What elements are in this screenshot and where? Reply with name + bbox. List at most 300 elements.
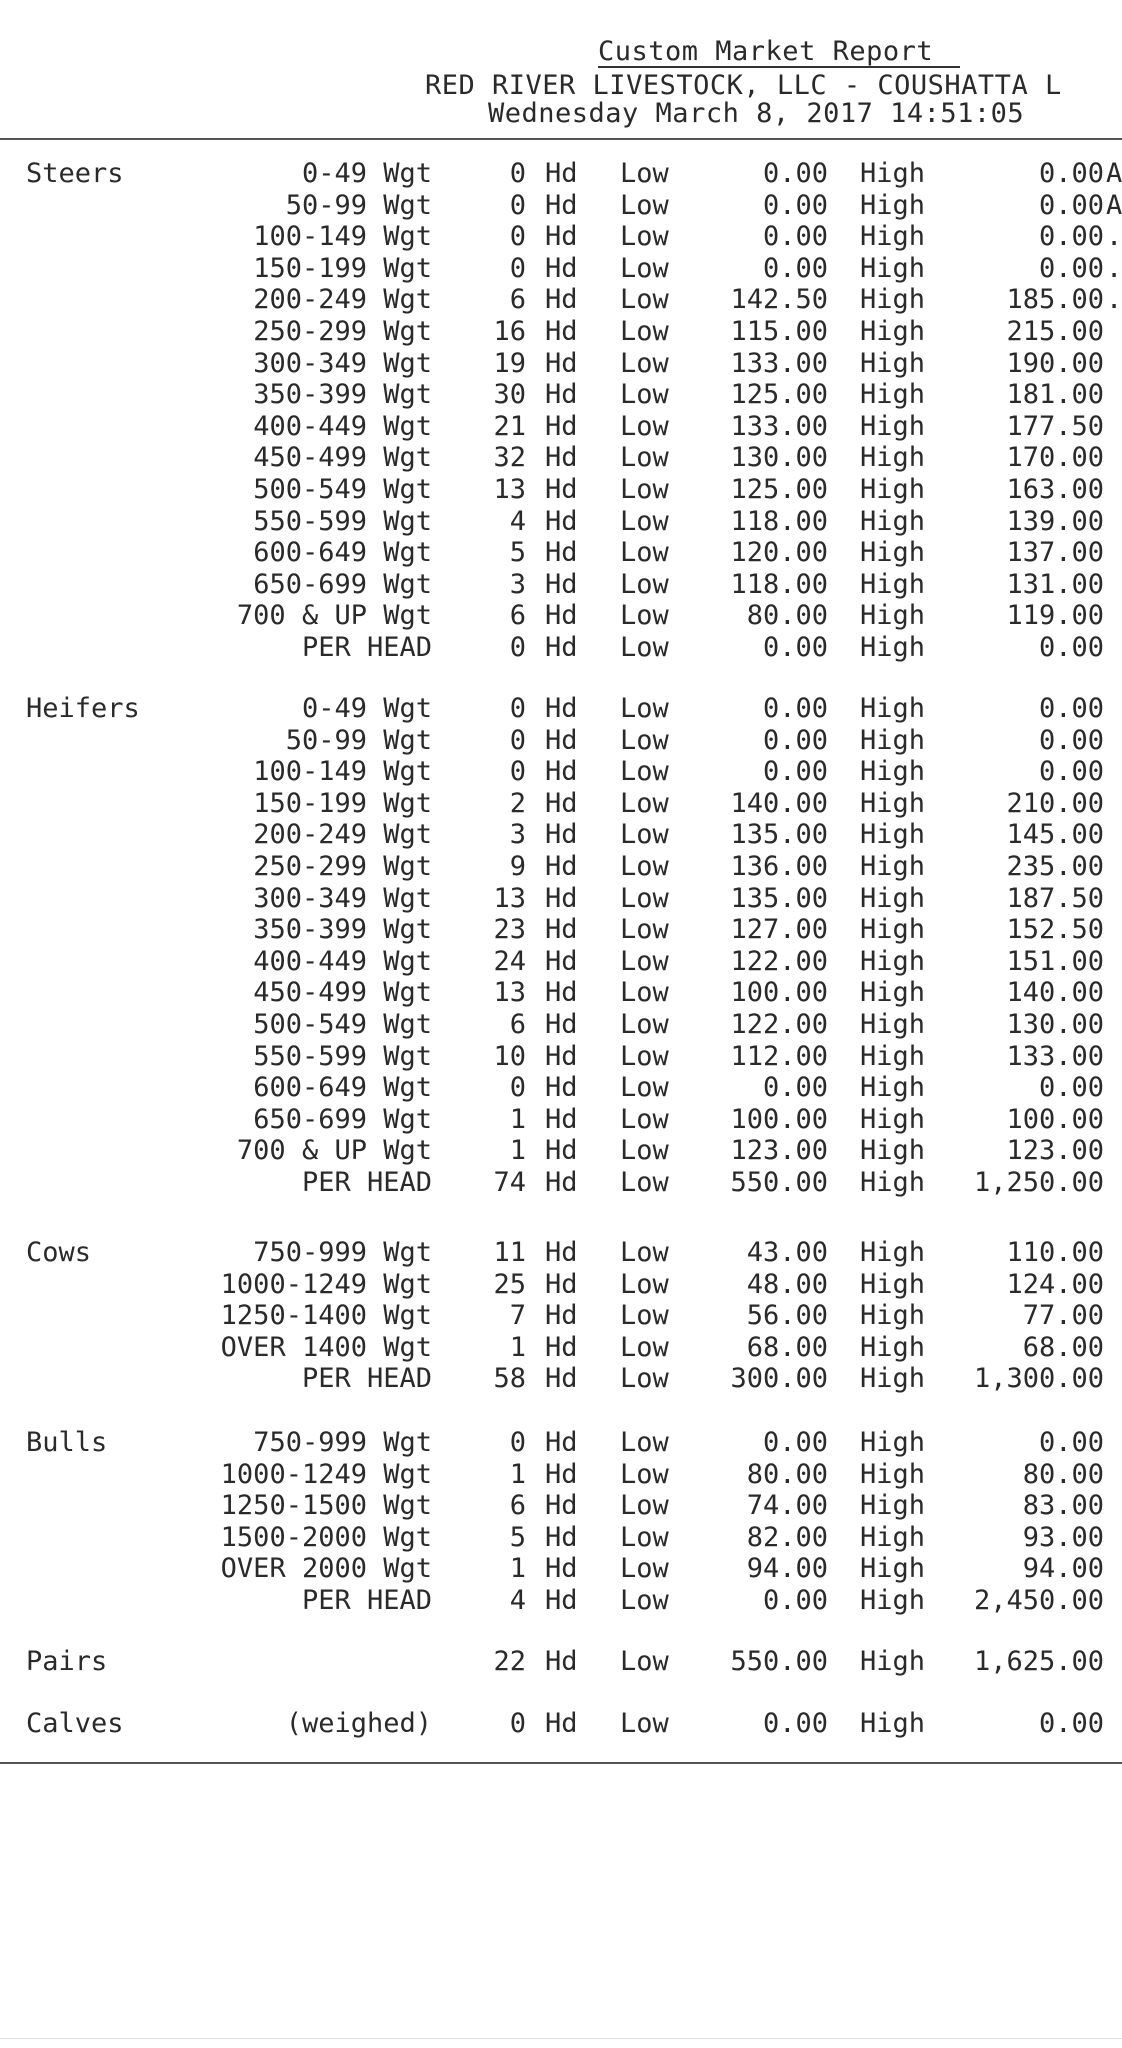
hd-label: Hd (545, 1167, 578, 1198)
low-price: 136.00 (730, 851, 828, 882)
head-count: 4 (509, 1585, 526, 1616)
high-price: 177.50 (1006, 410, 1104, 442)
weight-class: (weighed) (285, 1708, 432, 1739)
section-label-cows: Cows (26, 1237, 92, 1268)
report-row (0, 1585, 1122, 1617)
low-label: Low (620, 379, 669, 411)
report-row (0, 1553, 1122, 1585)
head-count: 0 (509, 693, 526, 724)
head-count: 5 (509, 537, 526, 569)
low-label: Low (620, 1167, 669, 1198)
report-row (0, 977, 1122, 1009)
report-row (0, 1300, 1122, 1332)
hd-label: Hd (545, 221, 578, 253)
report-row (0, 693, 1122, 725)
weight-class: 200-249 Wgt (253, 284, 432, 316)
weight-class: 1000-1249 Wgt (220, 1268, 432, 1300)
report-row (0, 1427, 1122, 1459)
weight-class: 100-149 Wgt (253, 221, 432, 253)
high-price: 130.00 (1006, 1009, 1104, 1040)
report-row (0, 851, 1122, 883)
high-label: High (860, 442, 926, 474)
weight-class: 250-299 Wgt (253, 316, 432, 347)
weight-class: 450-499 Wgt (253, 977, 432, 1009)
low-label: Low (620, 410, 669, 442)
high-label: High (860, 1646, 926, 1677)
head-count: 13 (493, 977, 526, 1009)
hd-label: Hd (545, 693, 578, 724)
head-count: 9 (509, 851, 526, 882)
low-price: 112.00 (730, 1040, 828, 1072)
low-label: Low (620, 977, 669, 1009)
high-price: 68.00 (1022, 1331, 1104, 1363)
head-count: 0 (509, 632, 526, 663)
high-price: 131.00 (1006, 568, 1104, 600)
weight-class: 350-399 Wgt (253, 914, 432, 946)
weight-class: 50-99 Wgt (285, 189, 432, 221)
report-datetime: Wednesday March 8, 2017 14:51:05 (488, 98, 1025, 129)
report-row (0, 221, 1122, 253)
report-row (0, 788, 1122, 820)
hd-label: Hd (545, 474, 578, 505)
high-price: 119.00 (1006, 600, 1104, 632)
high-label: High (860, 568, 926, 600)
head-count: 5 (509, 1521, 526, 1553)
high-label: High (860, 600, 926, 632)
high-price: 93.00 (1022, 1521, 1104, 1553)
low-label: Low (620, 1268, 669, 1300)
weight-class: 0-49 Wgt (301, 693, 432, 724)
high-price: 170.00 (1006, 442, 1104, 474)
hd-label: Hd (545, 1458, 578, 1490)
hd-label: Hd (545, 1331, 578, 1363)
hd-label: Hd (545, 1103, 578, 1135)
head-count: 1 (509, 1458, 526, 1490)
hd-label: Hd (545, 1237, 578, 1268)
low-price: 100.00 (730, 977, 828, 1009)
report-row (0, 253, 1122, 285)
low-price: 80.00 (746, 1458, 828, 1490)
low-price: 135.00 (730, 882, 828, 914)
report-row (0, 1135, 1122, 1167)
low-price: 0.00 (762, 756, 828, 788)
high-price: 210.00 (1006, 787, 1104, 819)
hd-label: Hd (545, 851, 578, 882)
low-price: 118.00 (730, 505, 828, 537)
low-label: Low (620, 505, 669, 537)
low-label: Low (620, 851, 669, 882)
weight-class: 1000-1249 Wgt (220, 1458, 432, 1490)
hd-label: Hd (545, 1040, 578, 1072)
low-label: Low (620, 1553, 669, 1585)
high-label: High (860, 1708, 926, 1739)
head-count: 30 (493, 379, 526, 411)
head-count: 6 (509, 600, 526, 632)
report-row (0, 1041, 1122, 1073)
low-label: Low (620, 252, 669, 284)
low-price: 80.00 (746, 600, 828, 632)
hd-label: Hd (545, 1009, 578, 1040)
hd-label: Hd (545, 1135, 578, 1167)
report-row (0, 158, 1122, 190)
low-label: Low (620, 221, 669, 253)
high-label: High (860, 1135, 926, 1167)
report-row (0, 379, 1122, 411)
high-label: High (860, 1167, 926, 1198)
high-label: High (860, 632, 926, 663)
hd-label: Hd (545, 1268, 578, 1300)
truncated-column-char: A (1106, 189, 1122, 221)
low-price: 0.00 (762, 1427, 828, 1458)
low-price: 122.00 (730, 1009, 828, 1040)
low-price: 550.00 (730, 1167, 828, 1198)
low-label: Low (620, 1300, 669, 1332)
high-label: High (860, 221, 926, 253)
weight-class: PER HEAD (301, 1585, 432, 1616)
hd-label: Hd (545, 158, 578, 189)
low-price: 82.00 (746, 1521, 828, 1553)
high-price: 1,300.00 (973, 1363, 1104, 1395)
high-label: High (860, 1009, 926, 1040)
head-count: 10 (493, 1040, 526, 1072)
high-label: High (860, 756, 926, 788)
high-label: High (860, 693, 926, 724)
hd-label: Hd (545, 442, 578, 474)
high-price: 190.00 (1006, 347, 1104, 379)
low-label: Low (620, 945, 669, 977)
high-label: High (860, 1103, 926, 1135)
low-label: Low (620, 158, 669, 189)
high-label: High (860, 1237, 926, 1268)
hd-label: Hd (545, 724, 578, 756)
weight-class: 300-349 Wgt (253, 882, 432, 914)
hd-label: Hd (545, 1363, 578, 1395)
hd-label: Hd (545, 1646, 578, 1677)
high-label: High (860, 819, 926, 851)
section-label-pairs: Pairs (26, 1646, 108, 1677)
low-label: Low (620, 1521, 669, 1553)
low-price: 0.00 (762, 252, 828, 284)
low-price: 120.00 (730, 537, 828, 569)
low-label: Low (620, 442, 669, 474)
hd-label: Hd (545, 819, 578, 851)
high-price: 0.00 (1038, 189, 1104, 221)
weight-class: 600-649 Wgt (253, 1072, 432, 1104)
head-count: 24 (493, 945, 526, 977)
high-price: 0.00 (1038, 632, 1104, 663)
head-count: 1 (509, 1135, 526, 1167)
high-price: 0.00 (1038, 1427, 1104, 1458)
report-row (0, 1009, 1122, 1041)
high-price: 0.00 (1038, 693, 1104, 724)
high-label: High (860, 1585, 926, 1616)
head-count: 1 (509, 1553, 526, 1585)
report-row (0, 442, 1122, 474)
low-label: Low (620, 1427, 669, 1458)
low-price: 43.00 (746, 1237, 828, 1268)
hd-label: Hd (545, 977, 578, 1009)
hd-label: Hd (545, 756, 578, 788)
low-price: 0.00 (762, 724, 828, 756)
head-count: 6 (509, 284, 526, 316)
high-price: 235.00 (1006, 851, 1104, 882)
low-price: 122.00 (730, 945, 828, 977)
weight-class: 750-999 Wgt (253, 1427, 432, 1458)
high-label: High (860, 1427, 926, 1458)
high-label: High (860, 379, 926, 411)
hd-label: Hd (545, 189, 578, 221)
weight-class: 250-299 Wgt (253, 851, 432, 882)
report-row (0, 819, 1122, 851)
head-count: 0 (509, 756, 526, 788)
high-price: 0.00 (1038, 756, 1104, 788)
high-label: High (860, 1553, 926, 1585)
low-price: 0.00 (762, 1708, 828, 1739)
hd-label: Hd (545, 600, 578, 632)
head-count: 0 (509, 189, 526, 221)
hd-label: Hd (545, 537, 578, 569)
low-price: 118.00 (730, 568, 828, 600)
high-label: High (860, 914, 926, 946)
weight-class: 500-549 Wgt (253, 1009, 432, 1040)
truncated-column-char: A (1106, 158, 1122, 189)
weight-class: 300-349 Wgt (253, 347, 432, 379)
low-label: Low (620, 1585, 669, 1616)
low-price: 115.00 (730, 316, 828, 347)
weight-class: 1500-2000 Wgt (220, 1521, 432, 1553)
truncated-column-char: . (1106, 252, 1122, 284)
hd-label: Hd (545, 410, 578, 442)
page-edge-line (0, 2038, 1122, 2039)
weight-class: PER HEAD (301, 1363, 432, 1395)
low-label: Low (620, 537, 669, 569)
high-label: High (860, 474, 926, 505)
report-row (0, 946, 1122, 978)
low-label: Low (620, 756, 669, 788)
low-price: 123.00 (730, 1135, 828, 1167)
report-row (0, 474, 1122, 506)
report-row (0, 1646, 1122, 1678)
low-price: 127.00 (730, 914, 828, 946)
hd-label: Hd (545, 914, 578, 946)
hd-label: Hd (545, 379, 578, 411)
low-price: 133.00 (730, 347, 828, 379)
weight-class: 500-549 Wgt (253, 474, 432, 505)
low-label: Low (620, 1103, 669, 1135)
high-label: High (860, 410, 926, 442)
hd-label: Hd (545, 787, 578, 819)
high-label: High (860, 158, 926, 189)
report-row (0, 1708, 1122, 1740)
low-label: Low (620, 1040, 669, 1072)
head-count: 7 (509, 1300, 526, 1332)
low-label: Low (620, 1009, 669, 1040)
weight-class: 100-149 Wgt (253, 756, 432, 788)
low-label: Low (620, 1331, 669, 1363)
low-price: 300.00 (730, 1363, 828, 1395)
weight-class: 1250-1400 Wgt (220, 1300, 432, 1332)
low-price: 130.00 (730, 442, 828, 474)
high-price: 185.00 (1006, 284, 1104, 316)
head-count: 13 (493, 882, 526, 914)
low-price: 0.00 (762, 693, 828, 724)
hd-label: Hd (545, 882, 578, 914)
high-label: High (860, 284, 926, 316)
head-count: 3 (509, 819, 526, 851)
high-price: 0.00 (1038, 1072, 1104, 1104)
high-label: High (860, 1363, 926, 1395)
high-price: 151.00 (1006, 945, 1104, 977)
weight-class: 350-399 Wgt (253, 379, 432, 411)
hd-label: Hd (545, 505, 578, 537)
head-count: 74 (493, 1167, 526, 1198)
low-price: 0.00 (762, 1072, 828, 1104)
high-price: 2,450.00 (973, 1585, 1104, 1616)
head-count: 32 (493, 442, 526, 474)
report-row (0, 316, 1122, 348)
report-row (0, 1072, 1122, 1104)
head-count: 2 (509, 787, 526, 819)
high-label: High (860, 724, 926, 756)
low-label: Low (620, 284, 669, 316)
high-price: 100.00 (1006, 1103, 1104, 1135)
high-price: 94.00 (1022, 1553, 1104, 1585)
head-count: 3 (509, 568, 526, 600)
title-underline (598, 66, 960, 68)
high-price: 0.00 (1038, 252, 1104, 284)
report-row (0, 1167, 1122, 1199)
low-label: Low (620, 693, 669, 724)
low-label: Low (620, 787, 669, 819)
high-price: 140.00 (1006, 977, 1104, 1009)
report-title: Custom Market Report (598, 36, 934, 67)
report-row (0, 537, 1122, 569)
head-count: 0 (509, 221, 526, 253)
low-label: Low (620, 1490, 669, 1522)
weight-class: 0-49 Wgt (301, 158, 432, 189)
low-label: Low (620, 347, 669, 379)
high-label: High (860, 252, 926, 284)
report-row (0, 411, 1122, 443)
hd-label: Hd (545, 316, 578, 347)
head-count: 4 (509, 505, 526, 537)
weight-class: 550-599 Wgt (253, 1040, 432, 1072)
high-price: 1,250.00 (973, 1167, 1104, 1198)
high-label: High (860, 1331, 926, 1363)
report-row (0, 632, 1122, 664)
report-row (0, 1269, 1122, 1301)
low-label: Low (620, 474, 669, 505)
high-label: High (860, 945, 926, 977)
low-price: 94.00 (746, 1553, 828, 1585)
high-price: 0.00 (1038, 158, 1104, 189)
head-count: 16 (493, 316, 526, 347)
head-count: 0 (509, 1427, 526, 1458)
low-label: Low (620, 316, 669, 347)
low-label: Low (620, 632, 669, 663)
hd-label: Hd (545, 945, 578, 977)
weight-class: 400-449 Wgt (253, 945, 432, 977)
low-label: Low (620, 1458, 669, 1490)
weight-class: 650-699 Wgt (253, 568, 432, 600)
high-price: 163.00 (1006, 474, 1104, 505)
hd-label: Hd (545, 1585, 578, 1616)
low-price: 0.00 (762, 189, 828, 221)
low-label: Low (620, 1135, 669, 1167)
head-count: 1 (509, 1103, 526, 1135)
high-price: 181.00 (1006, 379, 1104, 411)
head-count: 22 (493, 1646, 526, 1677)
weight-class: 750-999 Wgt (253, 1237, 432, 1268)
hd-label: Hd (545, 1553, 578, 1585)
low-price: 68.00 (746, 1331, 828, 1363)
hd-label: Hd (545, 1708, 578, 1739)
high-price: 83.00 (1022, 1490, 1104, 1522)
head-count: 0 (509, 252, 526, 284)
hd-label: Hd (545, 1300, 578, 1332)
hd-label: Hd (545, 1490, 578, 1522)
low-label: Low (620, 189, 669, 221)
high-price: 152.50 (1006, 914, 1104, 946)
weight-class: 400-449 Wgt (253, 410, 432, 442)
high-price: 187.50 (1006, 882, 1104, 914)
low-label: Low (620, 1708, 669, 1739)
weight-class: 700 & UP Wgt (236, 1135, 432, 1167)
head-count: 21 (493, 410, 526, 442)
low-price: 125.00 (730, 474, 828, 505)
low-label: Low (620, 724, 669, 756)
high-label: High (860, 1072, 926, 1104)
high-label: High (860, 977, 926, 1009)
head-count: 58 (493, 1363, 526, 1395)
report-row (0, 569, 1122, 601)
high-label: High (860, 505, 926, 537)
hd-label: Hd (545, 347, 578, 379)
header-divider (0, 138, 1122, 140)
head-count: 13 (493, 474, 526, 505)
report-row (0, 914, 1122, 946)
high-label: High (860, 787, 926, 819)
low-label: Low (620, 1072, 669, 1104)
head-count: 11 (493, 1237, 526, 1268)
high-label: High (860, 347, 926, 379)
section-label-bulls: Bulls (26, 1427, 108, 1458)
low-price: 0.00 (762, 632, 828, 663)
weight-class: 50-99 Wgt (285, 724, 432, 756)
head-count: 0 (509, 1072, 526, 1104)
head-count: 0 (509, 724, 526, 756)
high-price: 145.00 (1006, 819, 1104, 851)
footer-divider (0, 1762, 1122, 1764)
low-price: 0.00 (762, 1585, 828, 1616)
high-price: 1,625.00 (973, 1646, 1104, 1677)
low-label: Low (620, 1363, 669, 1395)
high-label: High (860, 882, 926, 914)
high-label: High (860, 189, 926, 221)
weight-class: 650-699 Wgt (253, 1103, 432, 1135)
low-label: Low (620, 1237, 669, 1268)
report-row (0, 284, 1122, 316)
report-row (0, 883, 1122, 915)
hd-label: Hd (545, 1521, 578, 1553)
report-row (0, 1459, 1122, 1491)
high-price: 110.00 (1006, 1237, 1104, 1268)
low-price: 0.00 (762, 221, 828, 253)
low-price: 133.00 (730, 410, 828, 442)
low-price: 140.00 (730, 787, 828, 819)
high-label: High (860, 1521, 926, 1553)
head-count: 19 (493, 347, 526, 379)
